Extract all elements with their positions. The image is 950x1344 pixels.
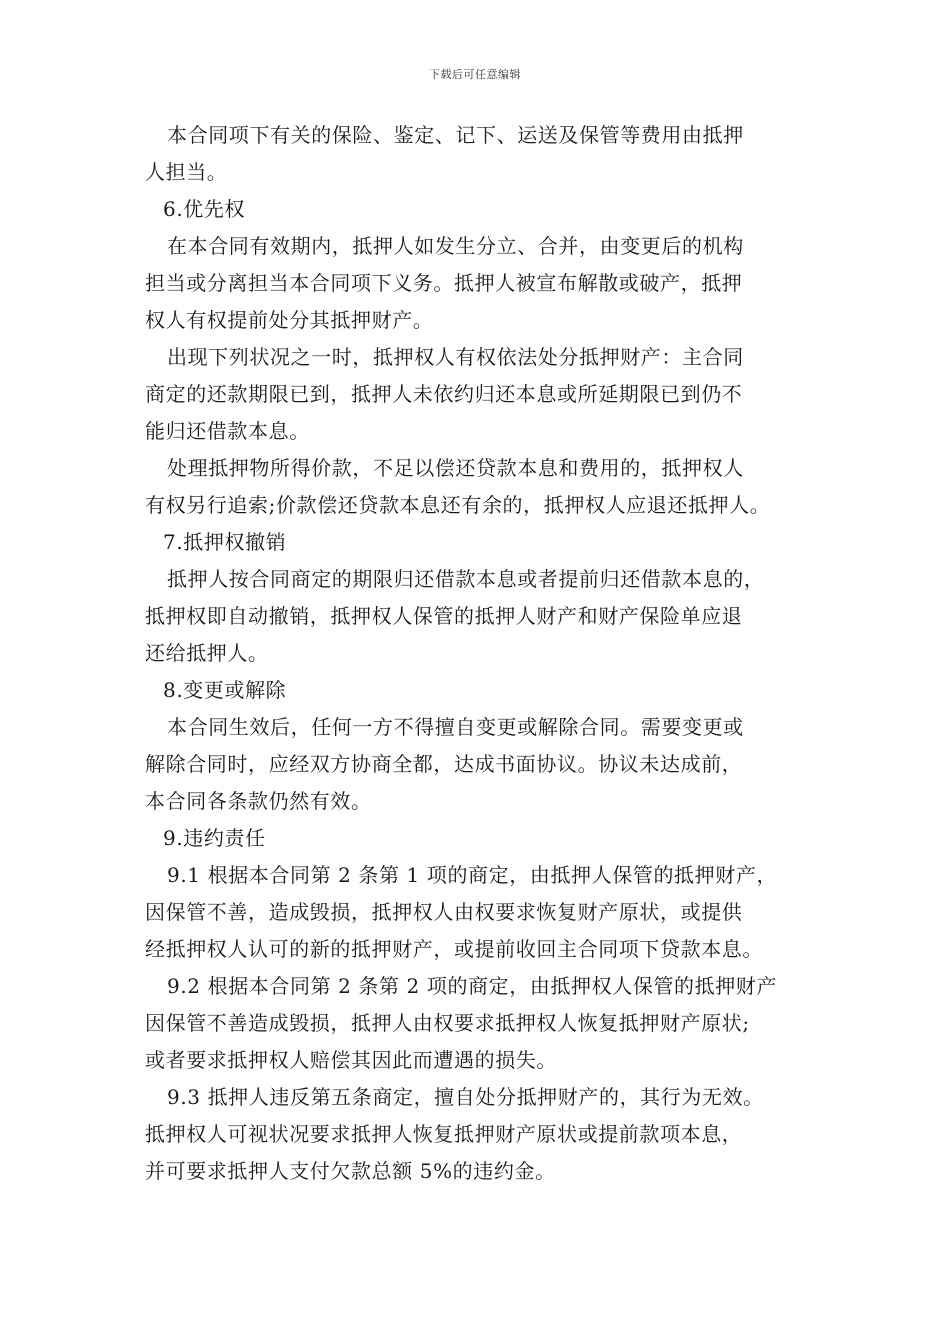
- paragraph-clause-9-2: 9.2 根据本合同第 2 条第 2 项的商定，由抵押权人保管的抵押财产 因保管不善造成毁损，抵押人由权要求抵押权人恢复抵押财产原状; 或者要求抵押权人赔偿其因此而遭遇的损失。: [145, 974, 778, 1072]
- paragraph-fees: 本合同项下有关的保险、鉴定、记下、运送及保管等费用由抵押 人担当。: [145, 123, 744, 184]
- section-heading-7: 7.抵押权撤销: [163, 530, 287, 554]
- section-heading-6: 6.优先权: [163, 197, 246, 221]
- section-heading-8: 8.变更或解除: [163, 678, 287, 702]
- header-note: 下载后可任意编辑: [429, 68, 521, 81]
- section-heading-9: 9.违约责任: [163, 826, 266, 850]
- paragraph-proceeds: 处理抵押物所得价款，不足以偿还贷款本息和费用的，抵押权人 有权另行追索;价款偿还贷款本息还有余的，抵押权人应退还抵押人。: [145, 456, 771, 517]
- paragraph-clause-9-1: 9.1 根据本合同第 2 条第 1 项的商定，由抵押人保管的抵押财产， 因保管不善，造成毁损，抵押权人由权要求恢复财产原状，或提供 经抵押权人认可的新的抵押财产，或提前收回主合同项下贷款本息。: [145, 863, 778, 961]
- paragraph-clause-9-3: 9.3 抵押人违反第五条商定，擅自处分抵押财产的，其行为无效。 抵押权人可视状况要求抵押人恢复抵押财产原状或提前款项本息， 并可要求抵押人支付欠款总额 5%的违约金。: [145, 1085, 764, 1183]
- paragraph-revocation: 抵押人按合同商定的期限归还借款本息或者提前归还借款本息的， 抵押权即自动撤销，抵押权人保管的抵押人财产和财产保险单应退 还给抵押人。: [145, 567, 765, 665]
- document-body: [145, 117, 815, 1190]
- paragraph-modification: 本合同生效后，任何一方不得擅自变更或解除合同。需要变更或 解除合同时，应经双方协商全都，达成书面协议。协议未达成前， 本合同各条款仍然有效。: [145, 715, 744, 813]
- paragraph-disposal-conditions: 出现下列状况之一时，抵押权人有权依法处分抵押财产：主合同 商定的还款期限已到，抵押人未依约归还本息或所延期限已到仍不 能归还借款本息。: [145, 345, 744, 443]
- paragraph-priority: 在本合同有效期内，抵押人如发生分立、合并，由变更后的机构 担当或分离担当本合同项下义务。抵押人被宣布解散或破产，抵押 权人有权提前处分其抵押财产。: [145, 234, 744, 332]
